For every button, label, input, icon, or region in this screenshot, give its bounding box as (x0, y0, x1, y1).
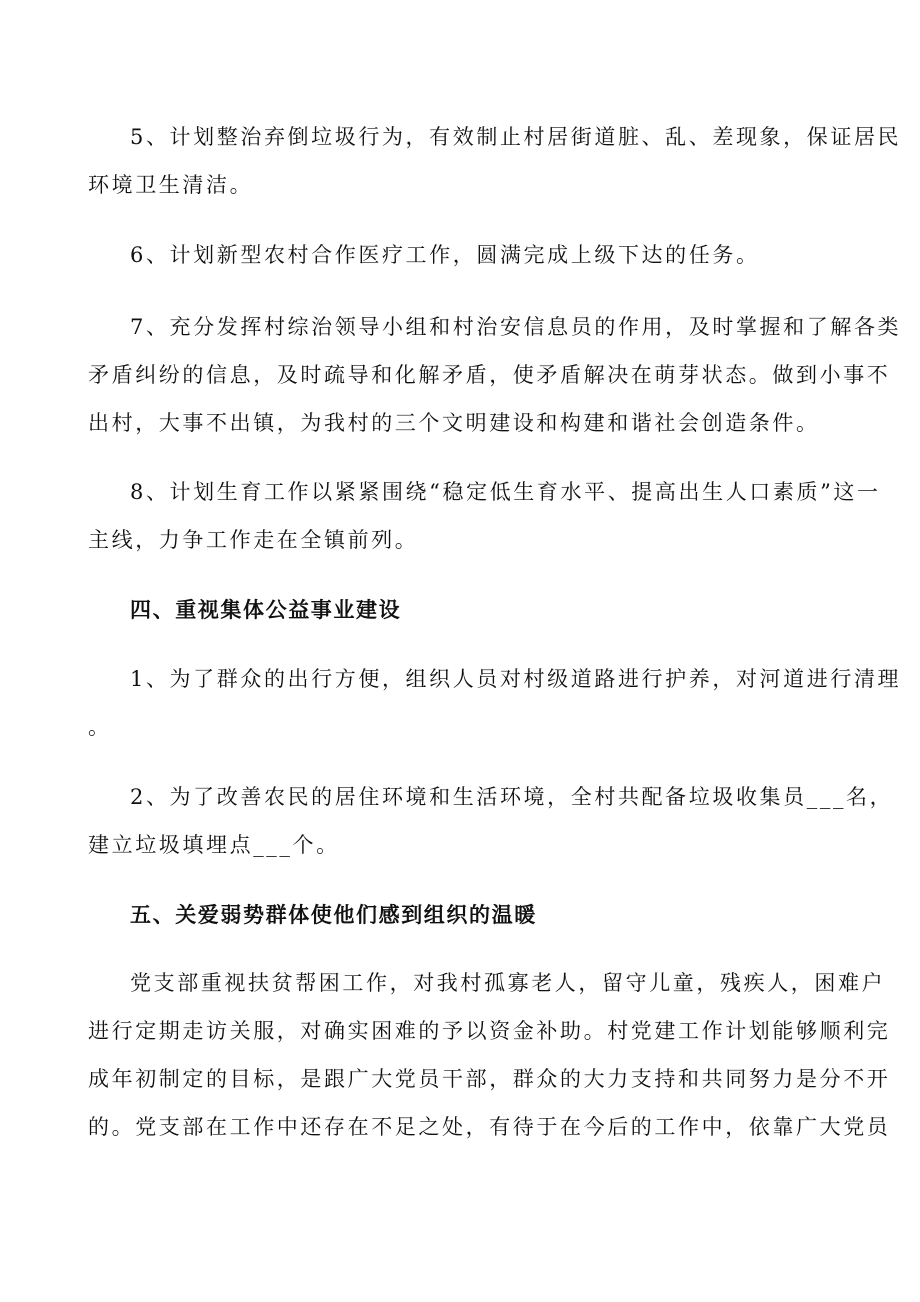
section-heading-5: 五、关爱弱势群体使他们感到组织的温暖 (130, 902, 537, 927)
item-1-line-1: 1、为了群众的出行方便，组织人员对村级道路进行护养，对河道进行清理 (130, 667, 902, 691)
item-2-line-1: 2、为了改善农民的居住环境和生活环境，全村共配备垃圾收集员___名， (130, 785, 894, 809)
paragraph-7-line-1: 7、充分发挥村综治领导小组和村治安信息员的作用，及时掌握和了解各类 (130, 315, 902, 339)
paragraph-8-line-1: 8、计划生育工作以紧紧围绕“稳定低生育水平、提高出生人口素质”这一 (130, 480, 881, 504)
paragraph-6-line-1: 6、计划新型农村合作医疗工作，圆满完成上级下达的任务。 (130, 243, 760, 267)
closing-paragraph-line-3: 成年初制定的目标，是跟广大党员干部，群众的大力支持和共同努力是分不开 (88, 1067, 891, 1091)
closing-paragraph-line-2: 进行定期走访关服，对确实困难的予以资金补助。村党建工作计划能够顺利完 (88, 1019, 891, 1043)
paragraph-5-line-2: 环境卫生清洁。 (88, 173, 254, 197)
paragraph-7-line-2: 矛盾纠纷的信息，及时疏导和化解矛盾，使矛盾解决在萌芽状态。做到小事不 (88, 363, 891, 387)
paragraph-7-line-3: 出村，大事不出镇，为我村的三个文明建设和构建和谐社会创造条件。 (88, 411, 820, 435)
item-1-line-2: 。 (88, 715, 112, 739)
closing-paragraph-line-4: 的。党支部在工作中还存在不足之处，有待于在今后的工作中，依靠广大党员 (88, 1115, 891, 1139)
paragraph-8-line-2: 主线，力争工作走在全镇前列。 (88, 528, 419, 552)
section-heading-4: 四、重视集体公益事业建设 (130, 597, 402, 622)
item-2-line-2: 建立垃圾填埋点___个。 (88, 833, 340, 857)
closing-paragraph-line-1: 党支部重视扶贫帮困工作，对我村孤寡老人，留守儿童，残疾人，困难户 (130, 971, 886, 995)
paragraph-5-line-1: 5、计划整治弃倒垃圾行为，有效制止村居街道脏、乱、差现象，保证居民 (130, 125, 902, 149)
